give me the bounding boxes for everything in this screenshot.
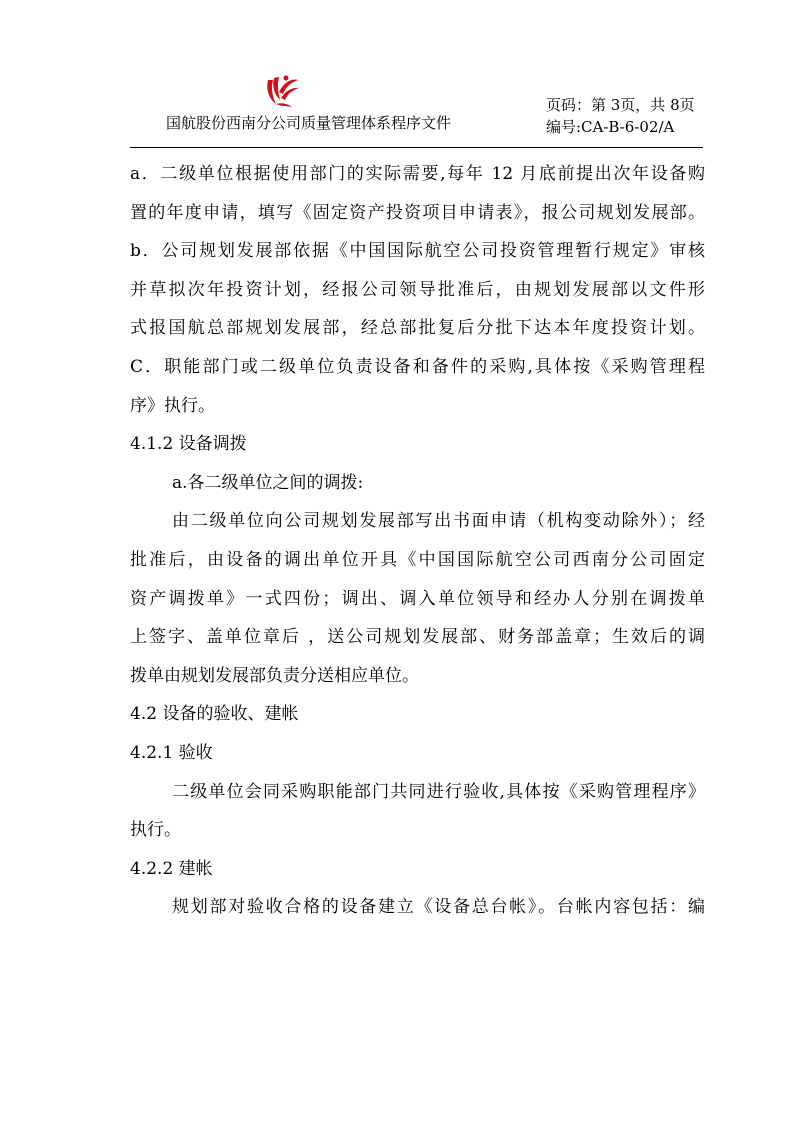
body-line: a．二级单位根据使用部门的实际需要,每年 12 月底前提出次年设备购 (130, 164, 705, 184)
page-info: 页码：第 3页，共 8页 (546, 96, 695, 114)
body-line: 批准后，由设备的调出单位开具《中国国际航空公司西南分公司固定 (130, 549, 705, 570)
body-line: a.各二级单位之间的调拨: (172, 472, 364, 493)
body-line: 序》执行。 (130, 395, 215, 416)
phoenix-logo-icon (262, 74, 300, 108)
body-line: 并草拟次年投资计划，经报公司领导批准后，由规划发展部以文件形 (130, 279, 705, 300)
document-header-title: 国航股份西南分公司质量管理体系程序文件 (166, 114, 452, 132)
section-heading: 4.2.1 验收 (130, 742, 213, 763)
body-line: C．职能部门或二级单位负责设备和备件的采购,具体按《采购管理程 (130, 356, 705, 377)
document-body (130, 155, 705, 927)
body-line: 资产调拨单》一式四份；调出、调入单位领导和经办人分别在调拨单 (130, 588, 705, 609)
header-meta (546, 94, 695, 138)
body-line: b．公司规划发展部依据《中国国际航空公司投资管理暂行规定》审核 (130, 241, 705, 262)
body-line: 由二级单位向公司规划发展部写出书面申请（机构变动除外）；经 (172, 511, 705, 532)
doc-number: 编号:CA-B-6-02/A (546, 118, 675, 136)
header-divider (130, 147, 703, 148)
body-line: 规划部对验收合格的设备建立《设备总台帐》。台帐内容包括：编 (172, 897, 705, 918)
body-line: 上签字、盖单位章后 ，送公司规划发展部、财务部盖章；生效后的调 (130, 627, 705, 648)
section-heading: 4.2.2 建帐 (130, 858, 213, 879)
section-heading: 4.2 设备的验收、建帐 (130, 704, 299, 725)
body-line: 二级单位会同采购职能部门共同进行验收,具体按《采购管理程序》 (172, 781, 705, 802)
section-heading: 4.1.2 设备调拨 (130, 434, 247, 455)
body-line: 置的年度申请，填写《固定资产投资项目申请表》，报公司规划发展部。 (130, 202, 705, 223)
body-line: 拨单由规划发展部负责分送相应单位。 (130, 665, 419, 686)
body-line: 执行。 (130, 820, 181, 841)
body-line: 式报国航总部规划发展部，经总部批复后分批下达本年度投资计划。 (130, 318, 705, 339)
